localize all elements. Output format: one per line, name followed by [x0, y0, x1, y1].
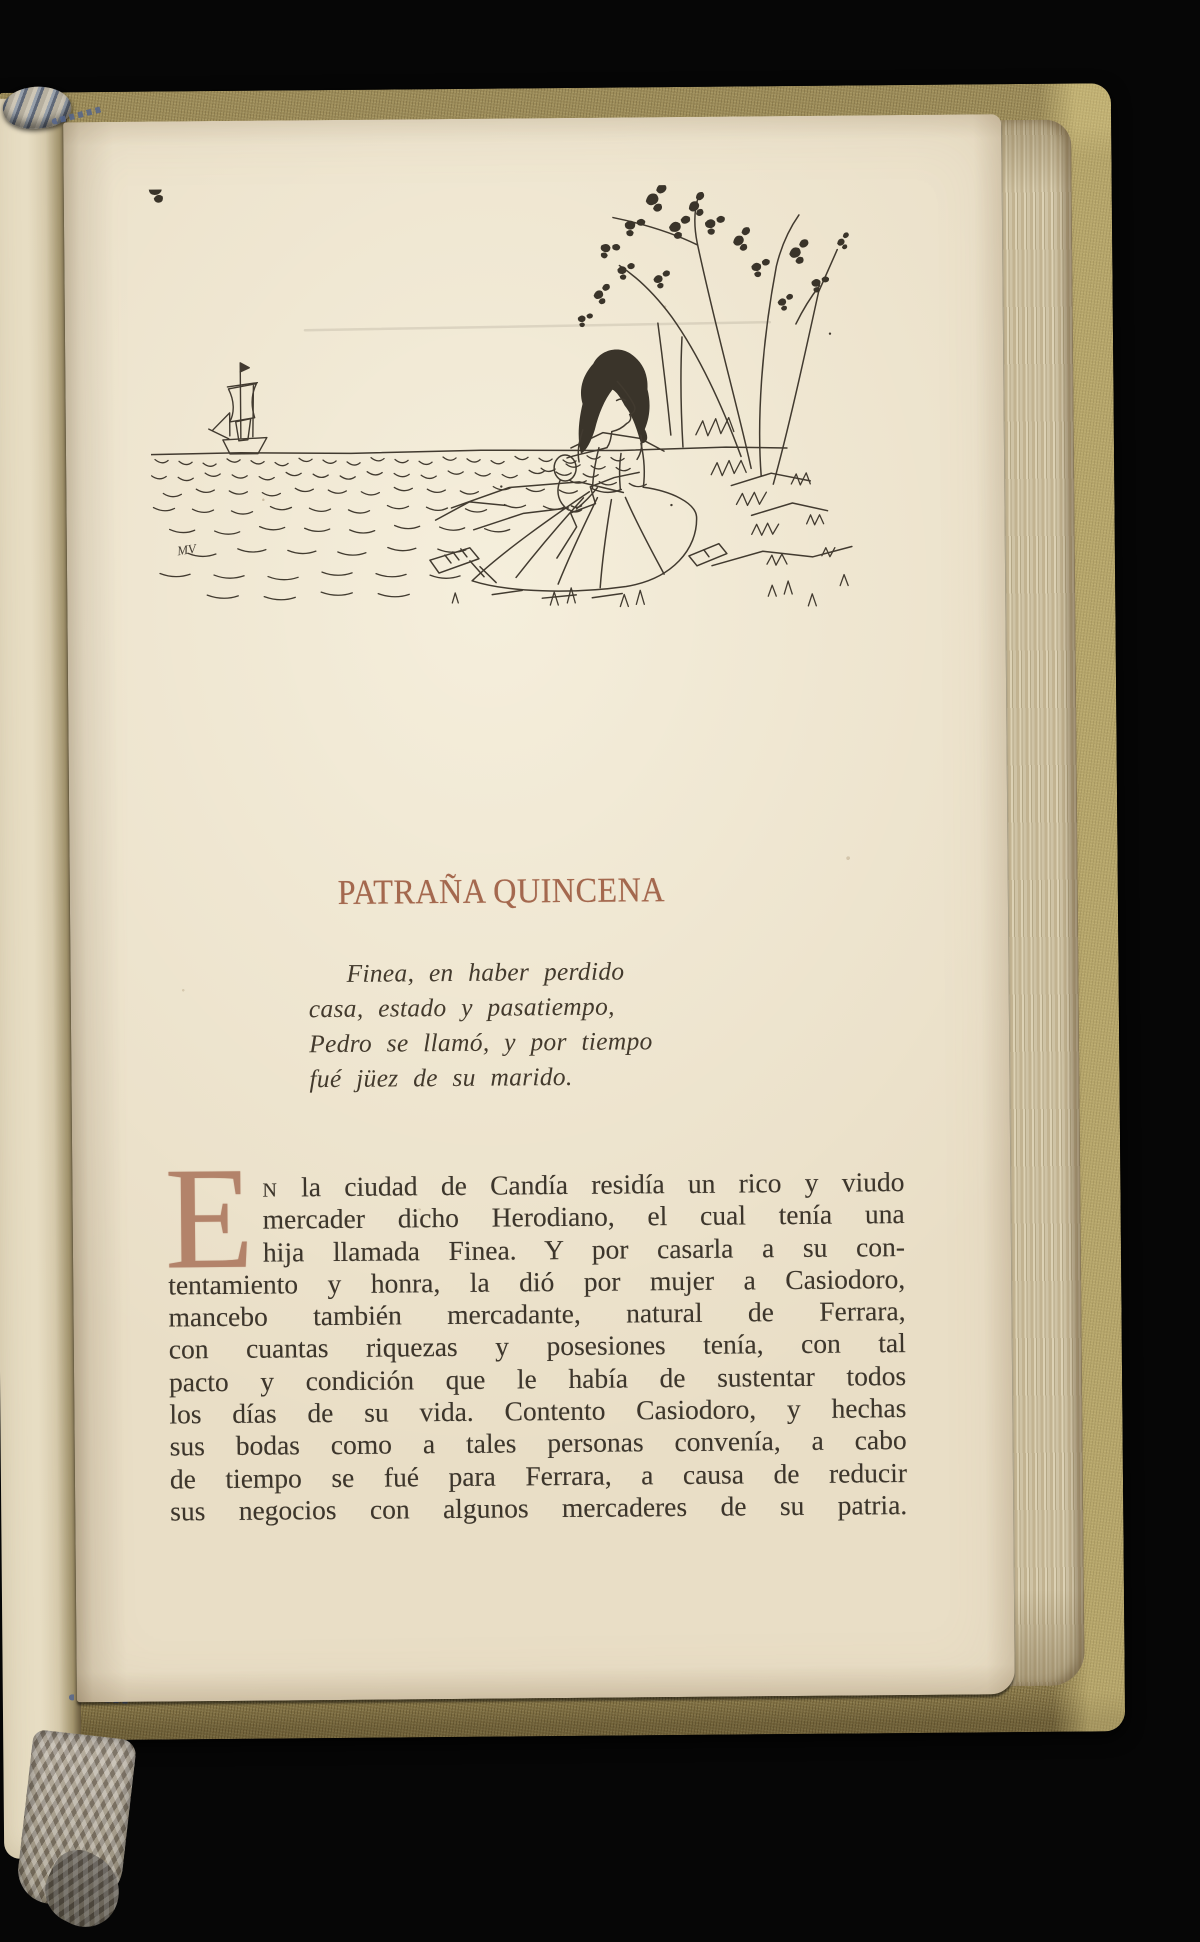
- text-line: los días de su vida. Contento Casiodoro, y hechas: [169, 1392, 907, 1430]
- seaside-illustration: [149, 183, 859, 619]
- verse-line: Finea, en haber perdido: [346, 956, 625, 988]
- photographed-book: [0, 73, 1137, 1748]
- text-line: mancebo también mercadante, natural de Ferrara,: [168, 1295, 906, 1333]
- book-page: [63, 114, 1015, 1702]
- text-line: sus bodas como a tales personas convenía, a cabo: [169, 1424, 907, 1462]
- text-line: hija llamada Finea. Y por casarla a su con-: [262, 1230, 906, 1268]
- smudge-line: [305, 322, 770, 330]
- text-line-rest: la ciudad de Candía residía un rico y viudo: [301, 1166, 905, 1203]
- sapling-tree: [149, 183, 856, 489]
- epigraph-verse: [308, 952, 809, 1096]
- text-line: mercader dicho Herodiano, el cual tenía una: [262, 1198, 905, 1235]
- text-line: sus negocios con algunos mercaderes de su patria.: [170, 1489, 908, 1527]
- sailing-ship-icon: [208, 363, 267, 455]
- text-line: pacto y condición que le había de sustentar todos: [168, 1359, 907, 1398]
- verse-line: casa, estado y pasatiempo,: [308, 991, 615, 1024]
- text-line: de tiempo se fué para Ferrara, a causa de reducir: [169, 1456, 908, 1495]
- text-line: tentamiento y honra, la dió por mujer a Casiodoro,: [168, 1262, 906, 1301]
- story-paragraph: [167, 1166, 907, 1528]
- verse-line: Pedro se llamó, y por tiempo: [309, 1026, 653, 1059]
- chapter-title: PATRAÑA QUINCENA: [337, 870, 666, 912]
- shrub-and-grass: [450, 332, 848, 609]
- artist-signature: MV: [176, 540, 197, 559]
- drop-cap-initial: E: [163, 1136, 255, 1300]
- verse-line: fué jüez de su marido.: [309, 1061, 573, 1094]
- seated-woman: [428, 349, 727, 600]
- rocks: [435, 430, 852, 568]
- text-line: con cuantas riquezas y posesiones tenía, con tal: [168, 1327, 906, 1365]
- bookmark-ribbon: [15, 1729, 138, 1912]
- small-cap-letter: N: [262, 1179, 278, 1202]
